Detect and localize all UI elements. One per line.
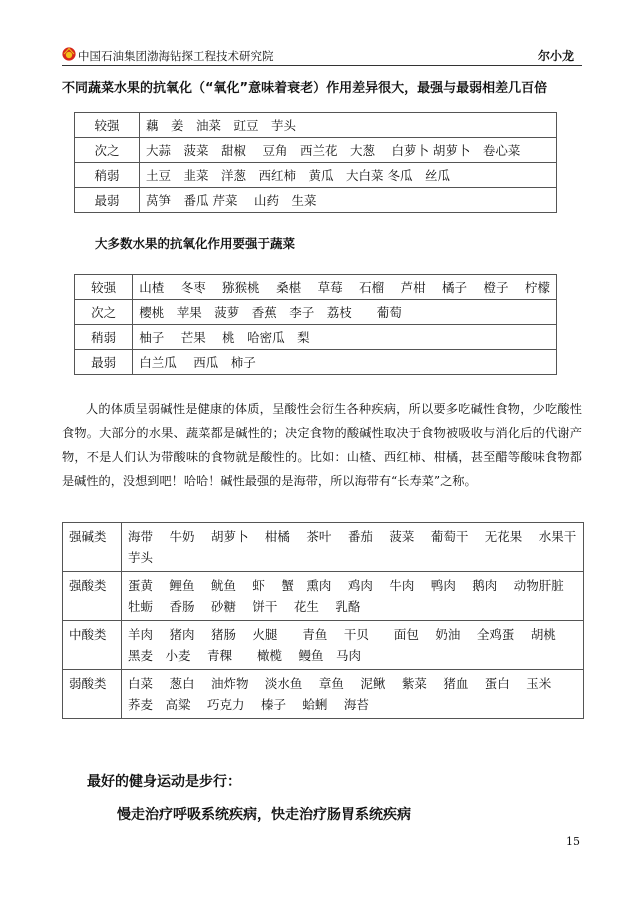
table-row <box>75 300 557 325</box>
row-label: 强酸类 <box>63 572 122 621</box>
table-row <box>63 572 584 621</box>
row-items: 柚子 芒果 桃 哈密瓜 梨 <box>133 325 557 350</box>
row-items: 海带 牛奶 胡萝卜 柑橘 茶叶 番茄 菠菜 葡萄干 无花果 水果干 芋头 <box>122 523 584 572</box>
alkaline-paragraph: 人的体质呈弱碱性是健康的体质，呈酸性会衍生各种疾病，所以要多吃碱性食物，少吃酸性食物。大部分的水果、蔬菜都是碱性的；决定食物的酸碱性取决于食物被吸收与消化后的代谢产物，不是人们认为带酸味的食物就是酸性的。比如：山楂、西红柿、柑橘，甚至醋等酸味食物都是碱性的，没想到吧！哈哈！碱性最强的是海带，所以海带有“长寿菜”之称。 <box>62 402 582 488</box>
header-org-name: 中国石油集团渤海钻探工程技术研究院 <box>78 49 274 63</box>
table-row <box>63 523 584 572</box>
table-row <box>75 350 557 375</box>
row-label: 弱酸类 <box>63 670 122 719</box>
table-row <box>75 325 557 350</box>
fruits-heading: 大多数水果的抗氧化作用要强于蔬菜 <box>95 236 296 251</box>
table-row <box>75 138 557 163</box>
table-row <box>75 163 557 188</box>
header-author: 尔小龙 <box>537 49 574 63</box>
row-label: 中酸类 <box>63 621 122 670</box>
table-row <box>75 113 557 138</box>
fruits-antioxidant-table <box>74 274 557 375</box>
table-row <box>75 188 557 213</box>
header-divider <box>62 65 582 66</box>
exercise-heading: 最好的健身运动是步行： <box>87 774 241 790</box>
row-label: 最弱 <box>75 350 133 375</box>
row-items: 白菜 葱白 油炸物 淡水鱼 章鱼 泥鳅 紫菜 猪血 蛋白 玉米 荞麦 高粱 巧克力 榛子 蛤蜊 海苔 <box>122 670 584 719</box>
vegetables-antioxidant-table <box>74 112 557 213</box>
row-items: 羊肉 猪肉 猪肠 火腿 青鱼 干贝 面包 奶油 全鸡蛋 胡桃 黑麦 小麦 青稞 橄榄 鳗鱼 马肉 <box>122 621 584 670</box>
page-header <box>62 44 582 66</box>
row-items: 土豆 韭菜 洋葱 西红柿 黄瓜 大白菜 冬瓜 丝瓜 <box>140 163 557 188</box>
row-label: 次之 <box>75 300 133 325</box>
table-row <box>63 670 584 719</box>
row-label: 较强 <box>75 275 133 300</box>
row-label: 最弱 <box>75 188 140 213</box>
row-items: 白兰瓜 西瓜 柿子 <box>133 350 557 375</box>
row-items: 莴笋 番瓜 芹菜 山药 生菜 <box>140 188 557 213</box>
table-row <box>75 275 557 300</box>
row-label: 次之 <box>75 138 140 163</box>
table-row <box>63 621 584 670</box>
row-items: 樱桃 苹果 菠萝 香蕉 李子 荔枝 葡萄 <box>133 300 557 325</box>
page-number: 15 <box>566 835 580 848</box>
petrochina-logo-icon <box>62 47 76 61</box>
row-items: 大蒜 菠菜 甜椒 豆角 西兰花 大葱 白萝卜 胡萝卜 卷心菜 <box>140 138 557 163</box>
row-items: 蛋黄 鲤鱼 鱿鱼 虾 蟹 熏肉 鸡肉 牛肉 鸭肉 鹅肉 动物肝脏 牡蛎 香肠 砂糖 饼干 花生 乳酪 <box>122 572 584 621</box>
acid-base-foods-table <box>62 522 589 719</box>
row-label: 强碱类 <box>63 523 122 572</box>
walking-subheading: 慢走治疗呼吸系统疾病，快走治疗肠胃系统疾病 <box>117 807 411 823</box>
antioxidant-heading: 不同蔬菜水果的抗氧化（“氧化”意味着衰老）作用差异很大，最强与最弱相差几百倍 <box>62 81 548 96</box>
row-label: 稍弱 <box>75 163 140 188</box>
row-label: 较强 <box>75 113 140 138</box>
row-items: 藕 姜 油菜 豇豆 芋头 <box>140 113 557 138</box>
row-items: 山楂 冬枣 猕猴桃 桑椹 草莓 石榴 芦柑 橘子 橙子 柠檬 <box>133 275 557 300</box>
row-label: 稍弱 <box>75 325 133 350</box>
